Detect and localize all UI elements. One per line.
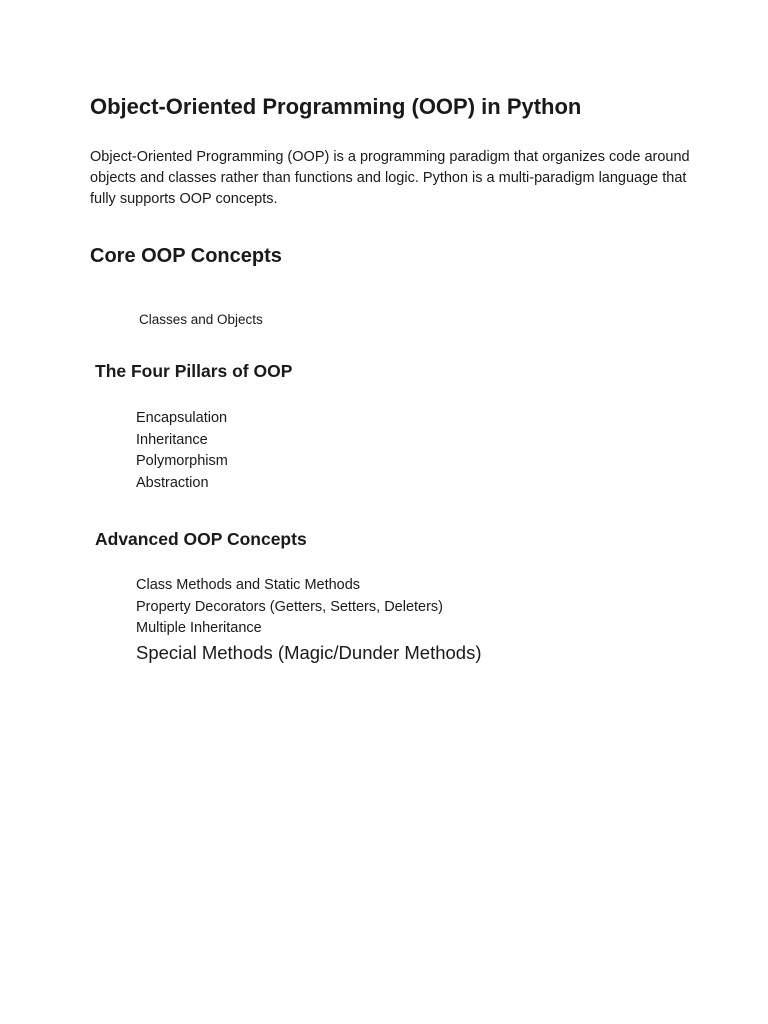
four-pillars-list — [136, 408, 228, 494]
four-pillars-heading: The Four Pillars of OOP — [95, 361, 293, 381]
list-item: Multiple Inheritance — [136, 620, 262, 636]
page-title: Object-Oriented Programming (OOP) in Python — [90, 94, 582, 119]
list-item: Abstraction — [136, 474, 209, 491]
list-item: Property Decorators (Getters, Setters, Deleters) — [136, 598, 444, 615]
special-methods-item: Special Methods (Magic/Dunder Methods) — [136, 642, 482, 663]
core-concepts-heading: Core OOP Concepts — [90, 245, 282, 267]
list-item: Inheritance — [136, 431, 208, 448]
core-concepts-item: Classes and Objects — [139, 312, 263, 327]
intro-paragraph: Object-Oriented Programming (OOP) is a programming paradigm that organizes code around objects and classes rather than functions and logic. Python is a multi-paradigm language that fully supports OOP concepts. — [90, 149, 690, 207]
list-item: Polymorphism — [136, 453, 228, 469]
advanced-concepts-list — [136, 575, 443, 640]
list-item: Class Methods and Static Methods — [136, 577, 361, 593]
advanced-concepts-heading: Advanced OOP Concepts — [95, 529, 307, 549]
list-item: Encapsulation — [136, 410, 228, 426]
